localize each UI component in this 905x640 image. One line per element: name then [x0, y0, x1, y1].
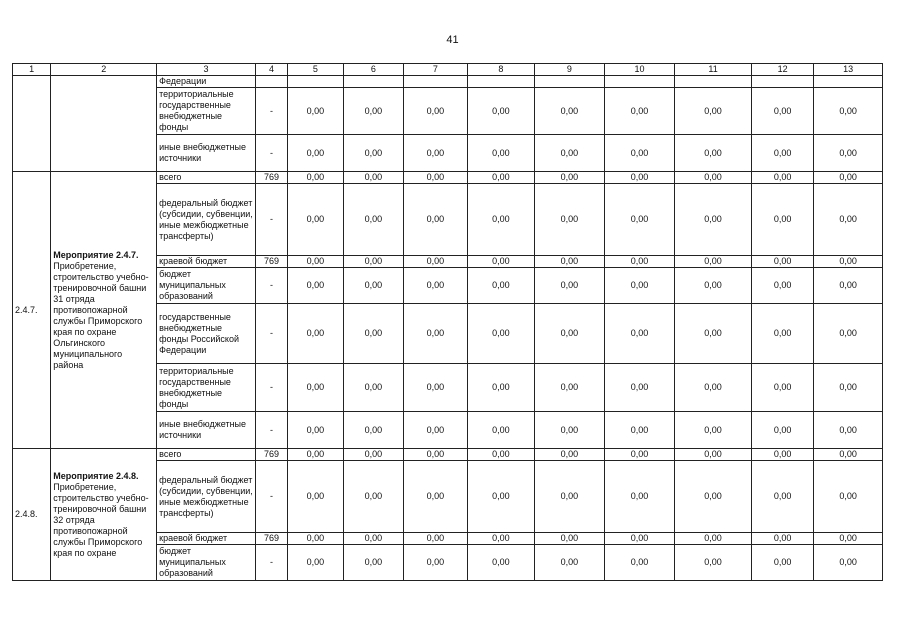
value-cell: 0,00: [343, 172, 403, 184]
value-cell: 0,00: [404, 268, 468, 304]
value-cell: 0,00: [604, 449, 675, 461]
value-cell: 0,00: [751, 184, 814, 256]
budget-table: [12, 63, 883, 581]
header-cell: 11: [675, 64, 752, 76]
header-cell: 1: [13, 64, 51, 76]
value-cell: 0,00: [404, 461, 468, 533]
empty-cell: [255, 76, 287, 88]
value-cell: 0,00: [535, 172, 605, 184]
table-row: [13, 449, 883, 461]
value-cell: 0,00: [675, 533, 752, 545]
code-cell: -: [255, 461, 287, 533]
value-cell: 0,00: [404, 533, 468, 545]
code-cell: -: [255, 412, 287, 449]
value-cell: 0,00: [814, 184, 883, 256]
value-cell: 0,00: [751, 172, 814, 184]
value-cell: 0,00: [467, 172, 535, 184]
measure-title: Мероприятие 2.4.8.: [53, 470, 139, 481]
value-cell: 0,00: [751, 545, 814, 581]
value-cell: 0,00: [467, 88, 535, 135]
value-cell: 0,00: [814, 461, 883, 533]
value-cell: 0,00: [343, 461, 403, 533]
value-cell: 0,00: [343, 256, 403, 268]
value-cell: 0,00: [535, 256, 605, 268]
header-row: [13, 64, 883, 76]
value-cell: 0,00: [604, 256, 675, 268]
value-cell: 0,00: [814, 135, 883, 172]
code-cell: -: [255, 364, 287, 412]
value-cell: 0,00: [814, 449, 883, 461]
measure-title: Мероприятие 2.4.7.: [53, 249, 139, 260]
value-cell: 0,00: [604, 304, 675, 364]
header-cell: 12: [751, 64, 814, 76]
header-cell: 3: [157, 64, 256, 76]
value-cell: 0,00: [288, 268, 343, 304]
value-cell: 0,00: [814, 364, 883, 412]
header-cell: 2: [51, 64, 157, 76]
value-cell: 0,00: [675, 256, 752, 268]
value-cell: 0,00: [288, 172, 343, 184]
value-cell: 0,00: [751, 256, 814, 268]
value-cell: 0,00: [404, 135, 468, 172]
value-cell: 0,00: [467, 256, 535, 268]
value-cell: 0,00: [535, 135, 605, 172]
source-cell: Федерации: [157, 76, 256, 88]
value-cell: 0,00: [675, 412, 752, 449]
value-cell: 0,00: [604, 412, 675, 449]
source-cell: всего: [157, 449, 256, 461]
header-cell: 9: [535, 64, 605, 76]
value-cell: 0,00: [404, 412, 468, 449]
value-cell: 0,00: [467, 533, 535, 545]
value-cell: 0,00: [404, 364, 468, 412]
empty-cell: [51, 76, 157, 172]
value-cell: 0,00: [675, 545, 752, 581]
code-cell: 769: [255, 172, 287, 184]
value-cell: 0,00: [467, 364, 535, 412]
value-cell: 0,00: [604, 545, 675, 581]
header-cell: 6: [343, 64, 403, 76]
value-cell: 0,00: [467, 545, 535, 581]
value-cell: 0,00: [751, 304, 814, 364]
value-cell: 0,00: [404, 545, 468, 581]
code-cell: -: [255, 88, 287, 135]
value-cell: 0,00: [288, 449, 343, 461]
value-cell: 0,00: [751, 364, 814, 412]
value-cell: 0,00: [343, 88, 403, 135]
value-cell: 0,00: [288, 545, 343, 581]
code-cell: -: [255, 304, 287, 364]
source-cell: государственные внебюджетные фонды Российской Федерации: [157, 304, 256, 364]
value-cell: 0,00: [288, 412, 343, 449]
value-cell: 0,00: [604, 268, 675, 304]
value-cell: 0,00: [814, 304, 883, 364]
value-cell: 0,00: [675, 184, 752, 256]
value-cell: 0,00: [535, 412, 605, 449]
value-cell: 0,00: [814, 88, 883, 135]
empty-cell: [535, 76, 605, 88]
header-cell: 13: [814, 64, 883, 76]
table-row: [13, 172, 883, 184]
header-cell: 5: [288, 64, 343, 76]
value-cell: 0,00: [343, 364, 403, 412]
page-number: 41: [446, 34, 459, 46]
code-cell: 769: [255, 449, 287, 461]
source-cell: бюджет муниципальных образований: [157, 268, 256, 304]
value-cell: 0,00: [343, 449, 403, 461]
value-cell: 0,00: [604, 135, 675, 172]
value-cell: 0,00: [288, 135, 343, 172]
value-cell: 0,00: [404, 449, 468, 461]
value-cell: 0,00: [343, 184, 403, 256]
header-cell: 8: [467, 64, 535, 76]
value-cell: 0,00: [751, 461, 814, 533]
header-cell: 7: [404, 64, 468, 76]
value-cell: 0,00: [288, 533, 343, 545]
empty-cell: [13, 76, 51, 172]
value-cell: 0,00: [343, 304, 403, 364]
value-cell: 0,00: [288, 304, 343, 364]
value-cell: 0,00: [751, 135, 814, 172]
value-cell: 0,00: [604, 88, 675, 135]
value-cell: 0,00: [675, 172, 752, 184]
value-cell: 0,00: [535, 545, 605, 581]
source-cell: территориальные государственные внебюджетные фонды: [157, 88, 256, 135]
value-cell: 0,00: [814, 412, 883, 449]
empty-cell: [675, 76, 752, 88]
value-cell: 0,00: [535, 88, 605, 135]
value-cell: 0,00: [467, 412, 535, 449]
measure-cell: [51, 172, 157, 449]
value-cell: 0,00: [604, 364, 675, 412]
source-cell: иные внебюджетные источники: [157, 135, 256, 172]
measure-code: 2.4.8.: [13, 449, 51, 581]
value-cell: 0,00: [404, 304, 468, 364]
value-cell: 0,00: [535, 268, 605, 304]
measure-cell: [51, 449, 157, 581]
source-cell: территориальные государственные внебюджетные фонды: [157, 364, 256, 412]
code-cell: -: [255, 135, 287, 172]
value-cell: 0,00: [467, 449, 535, 461]
value-cell: 0,00: [751, 268, 814, 304]
value-cell: 0,00: [814, 256, 883, 268]
code-cell: -: [255, 184, 287, 256]
value-cell: 0,00: [404, 88, 468, 135]
value-cell: 0,00: [288, 256, 343, 268]
value-cell: 0,00: [675, 135, 752, 172]
value-cell: 0,00: [814, 545, 883, 581]
value-cell: 0,00: [535, 449, 605, 461]
empty-cell: [343, 76, 403, 88]
value-cell: 0,00: [604, 461, 675, 533]
header-cell: 4: [255, 64, 287, 76]
empty-cell: [814, 76, 883, 88]
value-cell: 0,00: [751, 88, 814, 135]
value-cell: 0,00: [404, 256, 468, 268]
value-cell: 0,00: [535, 184, 605, 256]
code-cell: -: [255, 268, 287, 304]
value-cell: 0,00: [404, 172, 468, 184]
code-cell: 769: [255, 533, 287, 545]
source-cell: федеральный бюджет (субсидии, субвенции, иные межбюджетные трансферты): [157, 184, 256, 256]
value-cell: 0,00: [535, 533, 605, 545]
value-cell: 0,00: [343, 135, 403, 172]
value-cell: 0,00: [814, 533, 883, 545]
value-cell: 0,00: [288, 184, 343, 256]
source-cell: иные внебюджетные источники: [157, 412, 256, 449]
value-cell: 0,00: [535, 304, 605, 364]
source-cell: федеральный бюджет (субсидии, субвенции, иные межбюджетные трансферты): [157, 461, 256, 533]
value-cell: 0,00: [604, 172, 675, 184]
value-cell: 0,00: [675, 461, 752, 533]
measure-desc: Приобретение, строительство учебно-тренировочной башни 31 отряда противопожарной службы Приморского края по охране Ольгинского муниципального района: [53, 260, 149, 370]
value-cell: 0,00: [675, 449, 752, 461]
source-cell: краевой бюджет: [157, 533, 256, 545]
value-cell: 0,00: [751, 533, 814, 545]
value-cell: 0,00: [467, 268, 535, 304]
empty-cell: [604, 76, 675, 88]
value-cell: 0,00: [288, 461, 343, 533]
source-cell: краевой бюджет: [157, 256, 256, 268]
empty-cell: [404, 76, 468, 88]
empty-cell: [288, 76, 343, 88]
measure-code: 2.4.7.: [13, 172, 51, 449]
source-cell: всего: [157, 172, 256, 184]
value-cell: 0,00: [675, 88, 752, 135]
table-row: [13, 76, 883, 88]
value-cell: 0,00: [343, 268, 403, 304]
value-cell: 0,00: [288, 88, 343, 135]
value-cell: 0,00: [467, 184, 535, 256]
value-cell: 0,00: [814, 172, 883, 184]
measure-desc: Приобретение, строительство учебно-тренировочной башни 32 отряда противопожарной службы Приморского края по охране: [53, 481, 149, 558]
value-cell: 0,00: [535, 461, 605, 533]
value-cell: 0,00: [343, 412, 403, 449]
empty-cell: [751, 76, 814, 88]
value-cell: 0,00: [814, 268, 883, 304]
header-cell: 10: [604, 64, 675, 76]
value-cell: 0,00: [288, 364, 343, 412]
value-cell: 0,00: [343, 545, 403, 581]
value-cell: 0,00: [604, 533, 675, 545]
empty-cell: [467, 76, 535, 88]
value-cell: 0,00: [467, 461, 535, 533]
value-cell: 0,00: [675, 268, 752, 304]
code-cell: -: [255, 545, 287, 581]
value-cell: 0,00: [404, 184, 468, 256]
value-cell: 0,00: [675, 304, 752, 364]
value-cell: 0,00: [343, 533, 403, 545]
value-cell: 0,00: [751, 449, 814, 461]
value-cell: 0,00: [535, 364, 605, 412]
value-cell: 0,00: [467, 304, 535, 364]
source-cell: бюджет муниципальных образований: [157, 545, 256, 581]
value-cell: 0,00: [751, 412, 814, 449]
value-cell: 0,00: [604, 184, 675, 256]
value-cell: 0,00: [675, 364, 752, 412]
code-cell: 769: [255, 256, 287, 268]
value-cell: 0,00: [467, 135, 535, 172]
